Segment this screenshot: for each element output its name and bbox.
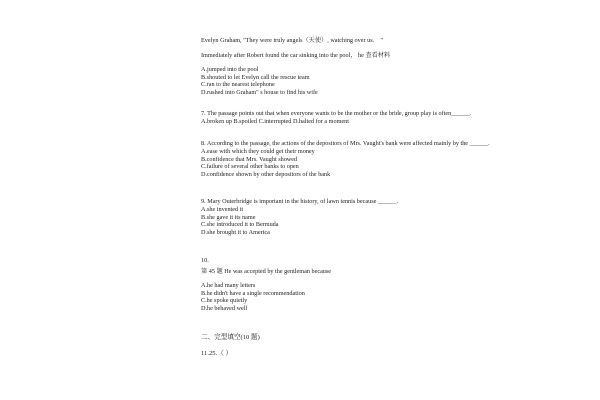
option-a: A.she invented it — [201, 206, 244, 213]
question-7-stem: 7. The passage points out that when everyone wants to be the mother or the bride, group play is often______. — [201, 110, 472, 117]
question-10-number: 10. — [201, 257, 209, 264]
option-c: C.ran to the nearest telephone — [201, 81, 275, 89]
question-intro — [201, 52, 400, 60]
option-b: B.confidence that Mrs. Vaught showed — [201, 155, 298, 163]
question-10-options — [201, 282, 400, 312]
option-b: B.shouted to let Evelyn call the rescue team — [201, 73, 310, 81]
option-d: D.confidence shown by other depositors of the bank — [201, 170, 331, 178]
question-10 — [201, 257, 400, 265]
option-a: A.jumped into the pool — [201, 66, 259, 73]
question-9-stem: 9. Mary Outerbridge is important in the history, of lawn tennis because ______. — [201, 198, 399, 205]
option-d: D.she brought it to America — [201, 228, 270, 236]
option-d: D.rushed into Graham" s house to find his wife — [201, 88, 318, 96]
question-11: 11.25.（ ） — [201, 350, 233, 357]
section-item — [201, 350, 400, 358]
question-stem: Immediately after Robert found the car sinking into the pool， he 查看材料 — [201, 52, 391, 59]
option-b: B.she gave it its name — [201, 213, 256, 221]
question-10-body — [201, 268, 400, 276]
section-title: 二、完型填空(10 题) — [201, 334, 260, 341]
question-8 — [201, 140, 490, 178]
option-b: B.he didn't have a single recommendation — [201, 289, 305, 297]
option-d: D.he behaved well — [201, 304, 248, 312]
option-c: C.she introduced it to Bermuda — [201, 221, 279, 229]
question-8-stem: 8. According to the passage, the actions of the depositors of Mrs. Vaught's bank were affected mainly by the ______. — [201, 140, 490, 147]
question-9-options — [201, 206, 400, 236]
intro-options — [201, 66, 400, 96]
question-10-stem: 第 45 题 He was accepted by the gentleman because — [201, 268, 332, 275]
option-c: C.he spoke quietly — [201, 297, 248, 305]
question-7 — [201, 110, 472, 126]
option-a: A.he had many letters — [201, 282, 256, 289]
option-c: C.failure of several other banks to open — [201, 163, 299, 171]
intro-quote — [201, 37, 400, 45]
question-8-options — [201, 148, 400, 178]
option-a: A.ease with which they could get their money — [201, 148, 315, 155]
quote-line: Evelyn Graham, "They were truly angels（天使）, watching over us． " — [201, 37, 383, 44]
question-9 — [201, 198, 400, 236]
section-heading — [201, 334, 400, 342]
question-7-options: A.broken up B.spoiled C.interrupted D.halted for a moment — [201, 118, 349, 125]
